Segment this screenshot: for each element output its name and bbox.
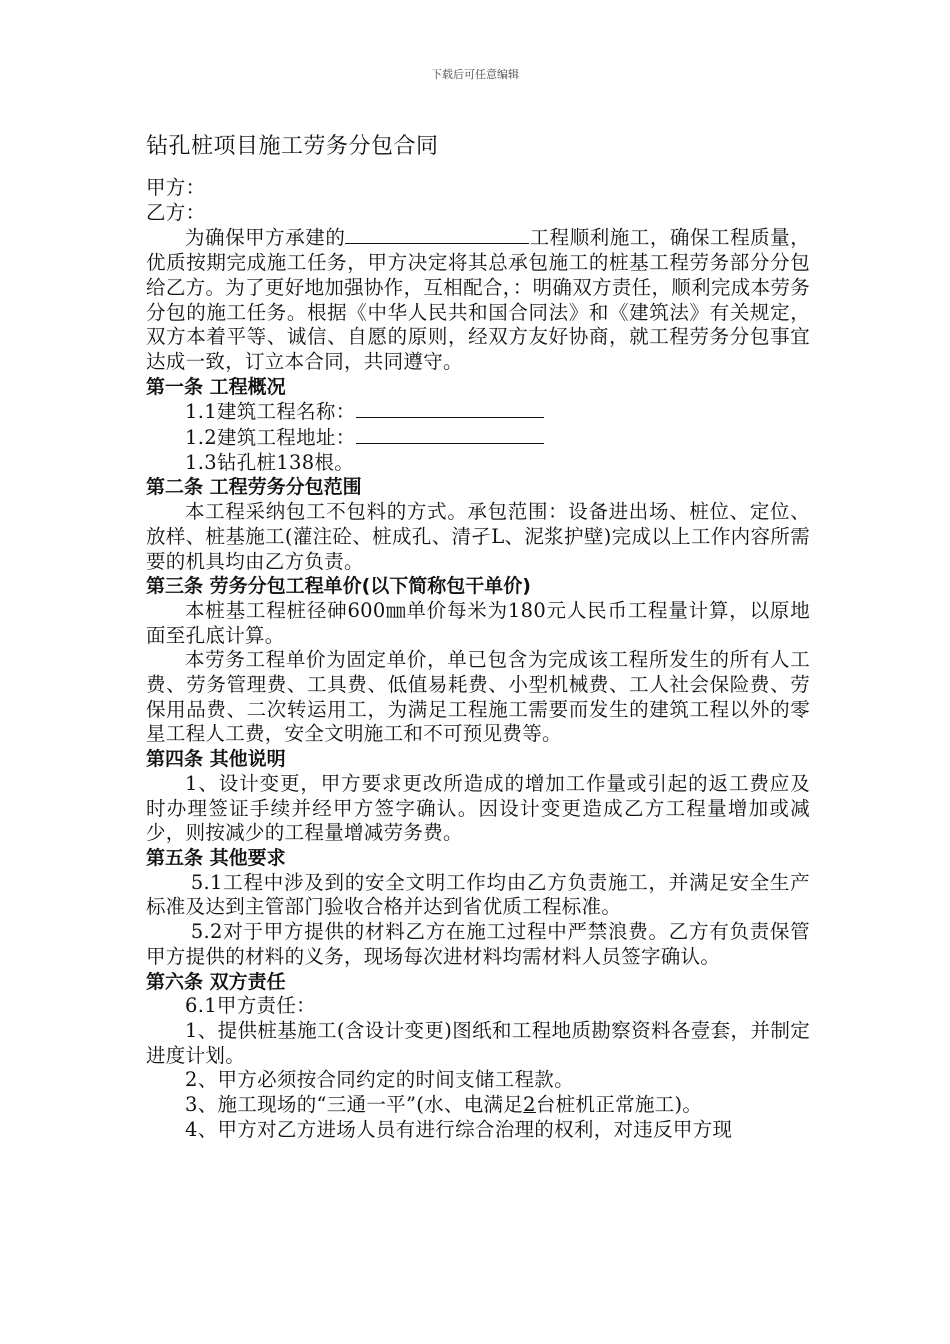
section-6-item-2: 2、甲方必须按合同约定的时间支储工程款。: [185, 1068, 574, 1092]
item-3-post: 台桩机正常施工)。: [535, 1093, 703, 1117]
section-1-heading: 第一条 工程概况: [146, 375, 286, 398]
building-name-blank: [356, 399, 544, 418]
section-3-text-1: 本桩基工程桩径砷600㎜单价每米为180元人民币工程量计算，以原地面至孔底计算。: [146, 598, 810, 647]
section-3-text-2: 本劳务工程单价为固定单价，单已包含为完成该工程所发生的所有人工费、劳务管理费、工具费、低值易耗费、小型机械费、工人社会保险费、劳保用品费、二次转运用工，为满足工程施工需要而发生的建筑工程以外的零星工程人工费，安全文明施工和不可预见费等。: [146, 648, 810, 746]
section-6-item-4: 4、甲方对乙方进场人员有进行综合治理的权利，对违反甲方现: [185, 1117, 733, 1141]
section-1-item-2: [146, 425, 810, 451]
contract-body: [146, 132, 810, 1142]
intro-post: 工程顺利施工，确保工程质量，优质按期完成施工任务，甲方决定将其总承包施工的桩基工程劳务部分分包给乙方。为了更好地加强协作，互相配合，：明确双方责任，顺利完成本劳务分包的施工任务。根据《中华人民共和国合同法》和《建筑法》有关规定，双方本着平等、诚信、自愿的原则，经双方友好协商，就工程劳务分包事宜达成一致，订立本合同，共同遵守。: [146, 226, 811, 373]
section-1-item-1: [146, 399, 810, 425]
section-4-heading: 第四条 其他说明: [146, 748, 286, 771]
project-name-blank: [345, 225, 529, 244]
item-label: 1.2建筑工程地址：: [185, 426, 356, 450]
section-6-heading: 第六条 双方责任: [146, 970, 286, 993]
section-1-item-3: 1.3钻孔桩138根。: [185, 450, 355, 474]
building-address-blank: [356, 425, 544, 444]
intro-pre: 为确保甲方承建的: [185, 226, 346, 250]
section-5-text-2: 5.2对于甲方提供的材料乙方在施工过程中严禁浪费。乙方有负责保管甲方提供的材料的义务，现场每次进材料均需材料人员签字确认。: [146, 920, 810, 968]
party-b-label: 乙方：: [146, 200, 206, 224]
section-5-heading: 第五条 其他要求: [146, 846, 286, 869]
intro-paragraph: [146, 225, 810, 374]
party-a-label: 甲方：: [146, 176, 206, 199]
section-5-text-1: 5.1工程中涉及到的安全文明工作均由乙方负责施工，并满足安全生产标准及达到主管部门验收合格并达到省优质工程标准。: [146, 870, 810, 919]
section-4-text: 1、设计变更，甲方要求更改所造成的增加工作量或引起的返工费应及时办理签证手续并经甲方签字确认。因设计变更造成乙方工程量增加或减少，则按减少的工程量增减劳务费。: [146, 771, 810, 845]
contract-title: 钻孔桩项目施工劳务分包合同: [146, 134, 439, 159]
item-label: 1.1建筑工程名称：: [185, 400, 356, 424]
pile-machine-count: 2: [523, 1093, 536, 1117]
header-note: 下载后可任意编辑: [431, 68, 519, 81]
section-3-heading: 第三条 劳务分包工程单价(以下简称包干单价): [146, 575, 531, 598]
section-6-item-1: 1、提供桩基施工(含设计变更)图纸和工程地质勘察资料各壹套，并制定进度计划。: [146, 1018, 810, 1067]
section-6-item-3: [146, 1093, 810, 1118]
section-2-text: 本工程采纳包工不包料的方式。承包范围：设备进出场、桩位、定位、放样、桩基施工(灌注砼、桩成孔、清孑L、泥浆护壁)完成以上工作内容所需要的机具均由乙方负责。: [146, 500, 810, 573]
section-6-sub: 6.1甲方责任：: [185, 994, 316, 1018]
section-2-heading: 第二条 工程劳务分包范围: [146, 476, 362, 499]
item-3-pre: 3、施工现场的“三通一平”(水、电满足: [185, 1093, 524, 1117]
